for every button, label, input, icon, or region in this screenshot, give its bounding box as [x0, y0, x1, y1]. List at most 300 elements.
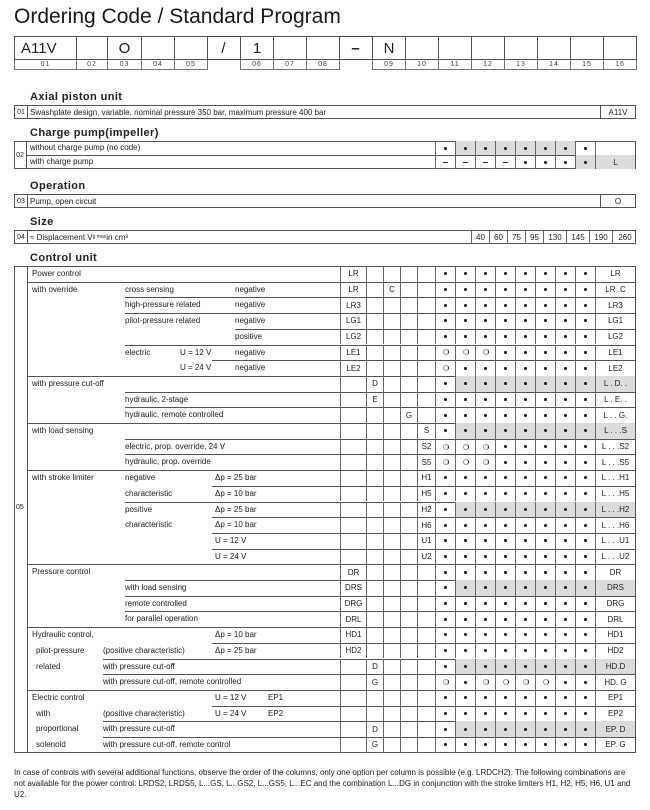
available-dot-icon [444, 382, 447, 385]
available-dot-icon [544, 461, 547, 464]
code-column-cell[interactable]: LE2 [340, 360, 366, 376]
option-code[interactable]: L . . G. [595, 407, 635, 423]
code-column-cell [417, 706, 435, 722]
option-code[interactable]: L . . .U1 [595, 533, 635, 549]
availability-cell [495, 423, 515, 439]
availability-cell [535, 643, 555, 659]
option-code[interactable]: DR [595, 564, 635, 580]
option-code[interactable]: EP. G [595, 737, 635, 753]
code-column-cell[interactable]: LG2 [340, 329, 366, 345]
code-box-04[interactable] [141, 36, 175, 60]
availability-cell [535, 611, 555, 627]
code-position-label: 14 [537, 60, 571, 70]
available-dot-icon [464, 508, 467, 511]
availability-cell [475, 407, 495, 423]
code-column-cell[interactable]: LG1 [340, 313, 366, 329]
code-column-cell[interactable]: DRL [340, 611, 366, 627]
code-position-label: 15 [570, 60, 604, 70]
size-option-130[interactable]: 130 [543, 231, 566, 243]
available-dot-icon [464, 524, 467, 527]
availability-cell [555, 407, 575, 423]
code-column-cell [366, 549, 383, 565]
available-dot-icon [544, 445, 547, 448]
code-column-cell [400, 502, 417, 518]
available-dot-icon [504, 461, 507, 464]
availability-cell [435, 282, 455, 298]
availability-cell [555, 376, 575, 392]
available-dot-icon [444, 508, 447, 511]
code-column-cell[interactable]: C [383, 282, 400, 298]
code-box-12[interactable] [471, 36, 505, 60]
control-variant-label: positive [125, 504, 153, 514]
code-column-cell[interactable]: D [366, 721, 383, 737]
option-code[interactable]: HD.D [595, 659, 635, 675]
availability-cell [475, 737, 495, 753]
available-dot-icon [524, 712, 527, 715]
available-dot-icon [524, 586, 527, 589]
control-type-label: with stroke limiter [32, 473, 94, 483]
availability-cell [475, 659, 495, 675]
size-option-260[interactable]: 260 [612, 231, 637, 243]
control-variant-label: electric, prop. override, 24 V [125, 441, 226, 451]
option-code[interactable]: L . . .H2 [595, 502, 635, 518]
available-dot-icon [544, 304, 547, 307]
on-request-ring-icon [483, 679, 489, 685]
available-dot-icon [464, 414, 467, 417]
code-column-cell[interactable]: G [366, 674, 383, 690]
availability-cell [515, 470, 535, 486]
code-column-cell [417, 313, 435, 329]
code-column-cell[interactable]: DRG [340, 596, 366, 612]
available-dot-icon [544, 571, 547, 574]
availability-cell [455, 533, 475, 549]
availability-cell [535, 329, 555, 345]
option-code[interactable] [595, 141, 635, 155]
availability-cell [475, 470, 495, 486]
available-dot-icon [484, 147, 487, 150]
availability-cell [495, 486, 515, 502]
code-column-cell[interactable]: S [417, 423, 435, 439]
availability-cell [455, 313, 475, 329]
available-dot-icon [524, 728, 527, 731]
option-code[interactable]: EP1 [595, 690, 635, 706]
availability-cell [435, 407, 455, 423]
available-dot-icon [464, 367, 467, 370]
control-variant-label: with load sensing [125, 583, 187, 592]
option-code[interactable]: LE2 [595, 360, 635, 376]
code-box-08[interactable] [306, 36, 340, 60]
option-code[interactable]: HD2 [595, 643, 635, 659]
available-dot-icon [544, 696, 547, 699]
code-column-cell [383, 690, 400, 706]
code-column-cell[interactable]: HD1 [340, 627, 366, 643]
available-dot-icon [544, 161, 547, 164]
code-box-16[interactable] [603, 36, 637, 60]
code-box-10[interactable] [405, 36, 439, 60]
availability-cell [535, 376, 555, 392]
control-variant-label: remote controlled [125, 598, 187, 608]
size-option-95[interactable]: 95 [525, 231, 543, 243]
control-characteristic-label: negative [235, 284, 266, 294]
code-column-cell[interactable]: G [400, 407, 417, 423]
on-request-ring-icon [543, 679, 549, 685]
control-type-label: related [36, 661, 61, 671]
available-dot-icon [484, 398, 487, 401]
control-parameter-label: U = 12 V [180, 347, 212, 357]
option-code[interactable]: HD1 [595, 627, 635, 643]
code-column-cell [383, 423, 400, 439]
available-dot-icon [564, 319, 567, 322]
code-column-cell [400, 580, 417, 596]
availability-cell [455, 470, 475, 486]
available-dot-icon [564, 539, 567, 542]
option-code[interactable]: L . E. . [595, 392, 635, 408]
option-code[interactable]: L . . .S [595, 423, 635, 439]
availability-cell [535, 549, 555, 565]
available-dot-icon [504, 272, 507, 275]
availability-cell [475, 706, 495, 722]
availability-cell [575, 454, 595, 470]
available-dot-icon [584, 304, 587, 307]
code-column-cell [366, 297, 383, 313]
code-box-11[interactable] [438, 36, 472, 60]
code-column-cell[interactable]: U2 [417, 549, 435, 565]
code-column-cell [366, 360, 383, 376]
available-dot-icon [484, 414, 487, 417]
availability-cell [555, 502, 575, 518]
availability-cell [575, 721, 595, 737]
available-dot-icon [464, 571, 467, 574]
code-box-14[interactable] [537, 36, 571, 60]
availability-cell [535, 659, 555, 675]
availability-cell [515, 423, 535, 439]
code-column-cell[interactable]: D [366, 376, 383, 392]
available-dot-icon [524, 335, 527, 338]
availability-cell [435, 580, 455, 596]
displacement-label: ≈ Displacement V [30, 232, 93, 242]
available-dot-icon [504, 492, 507, 495]
code-box-02[interactable] [76, 36, 108, 60]
available-dot-icon [484, 319, 487, 322]
available-dot-icon [504, 665, 507, 668]
code-box-05[interactable] [174, 36, 208, 60]
availability-cell [475, 564, 495, 580]
option-code[interactable]: DRS [595, 580, 635, 596]
availability-cell [455, 439, 475, 455]
availability-cell [475, 439, 495, 455]
availability-cell [555, 533, 575, 549]
code-column-cell [417, 345, 435, 361]
code-box-09[interactable]: N [372, 36, 406, 60]
size-option-60[interactable]: 60 [489, 231, 507, 243]
available-dot-icon [504, 633, 507, 636]
control-parameter-label: U = 24 V [215, 551, 247, 561]
availability-cell [515, 407, 535, 423]
code-column-cell[interactable]: DR [340, 564, 366, 580]
availability-cell [435, 141, 455, 155]
code-column-cell[interactable]: HD2 [340, 643, 366, 659]
availability-cell [455, 486, 475, 502]
available-dot-icon [464, 476, 467, 479]
control-variant-label: pilot-pressure related [125, 316, 201, 326]
availability-cell [535, 486, 555, 502]
availability-cell [535, 392, 555, 408]
control-characteristic-label: EP1 [268, 692, 284, 702]
code-column-cell[interactable]: G [366, 737, 383, 753]
control-variant-label: with pressure cut-off, remote control [103, 740, 231, 749]
code-column-cell [383, 360, 400, 376]
code-column-cell [366, 329, 383, 345]
option-code[interactable]: LG2 [595, 329, 635, 345]
availability-cell [575, 470, 595, 486]
available-dot-icon [544, 335, 547, 338]
code-column-cell [340, 706, 366, 722]
option-code[interactable]: EP. D [595, 721, 635, 737]
availability-cell [475, 266, 495, 282]
available-dot-icon [484, 476, 487, 479]
available-dot-icon [584, 649, 587, 652]
availability-cell [435, 596, 455, 612]
available-dot-icon [564, 586, 567, 589]
availability-cell [515, 155, 535, 169]
available-dot-icon [584, 492, 587, 495]
code-column-cell [383, 407, 400, 423]
availability-cell [575, 345, 595, 361]
availability-cell [555, 517, 575, 533]
code-box-01[interactable]: A11V [14, 36, 77, 60]
code-column-cell [340, 533, 366, 549]
available-dot-icon [524, 649, 527, 652]
availability-cell [575, 155, 595, 169]
available-dot-icon [444, 696, 447, 699]
code-column-cell[interactable]: U1 [417, 533, 435, 549]
availability-cell [455, 282, 475, 298]
control-variant-label: negative [125, 473, 156, 483]
availability-cell [555, 454, 575, 470]
code-column-cell [366, 580, 383, 596]
code-box-13[interactable] [504, 36, 538, 60]
control-variant-label: with pressure cut-off, remote controlled [103, 677, 242, 687]
code-column-cell[interactable]: LE1 [340, 345, 366, 361]
available-dot-icon [504, 524, 507, 527]
availability-cell [455, 643, 475, 659]
code-column-cell [400, 360, 417, 376]
footnote: In case of controls with several additional functions, observe the order of the columns, only one option per column is possible (e.g. LRDCH2). The following combinations are not available for the power control: LRDS2, LRDS5, L...GS, L...GS2, L...GS5, L...EC and the combination L...DG in conjunction with the stroke limiters H1, H2, H5, H6, U1 and U2. [14, 768, 631, 799]
size-option-75[interactable]: 75 [507, 231, 525, 243]
availability-cell [575, 517, 595, 533]
code-column-cell [417, 596, 435, 612]
on-request-ring-icon [443, 444, 449, 450]
not-available-dash-icon [443, 162, 448, 163]
availability-cell [495, 439, 515, 455]
available-dot-icon [504, 618, 507, 621]
code-position-label: 03 [107, 60, 142, 70]
code-column-cell [400, 329, 417, 345]
code-column-cell[interactable]: S2 [417, 439, 435, 455]
available-dot-icon [464, 319, 467, 322]
available-dot-icon [584, 539, 587, 542]
code-column-cell[interactable]: E [366, 392, 383, 408]
available-dot-icon [564, 304, 567, 307]
availability-cell [555, 345, 575, 361]
code-column-cell [417, 627, 435, 643]
option-code[interactable]: L . . .S2 [595, 439, 635, 455]
section-title-axial: Axial piston unit [30, 91, 123, 103]
available-dot-icon [584, 445, 587, 448]
code-box-03[interactable]: O [107, 36, 142, 60]
code-column-cell [366, 266, 383, 282]
option-code[interactable]: L . D. . [595, 376, 635, 392]
option-code[interactable]: L . . .H5 [595, 486, 635, 502]
availability-cell [535, 533, 555, 549]
availability-cell [535, 517, 555, 533]
availability-cell [575, 643, 595, 659]
size-option-190[interactable]: 190 [589, 231, 612, 243]
code-column-cell [383, 721, 400, 737]
available-dot-icon [584, 633, 587, 636]
code-box-15[interactable] [570, 36, 604, 60]
option-code[interactable]: L . . .U2 [595, 549, 635, 565]
option-code[interactable]: L . . .S5 [595, 454, 635, 470]
code-column-cell [400, 266, 417, 282]
axial-row [14, 105, 636, 119]
available-dot-icon [464, 649, 467, 652]
code-position-label: 02 [76, 60, 108, 70]
option-code[interactable]: LE1 [595, 345, 635, 361]
available-dot-icon [584, 288, 587, 291]
row-description [30, 231, 128, 243]
code-column-cell [417, 643, 435, 659]
code-column-cell[interactable]: S5 [417, 454, 435, 470]
availability-cell [475, 486, 495, 502]
code-column-cell[interactable]: H5 [417, 486, 435, 502]
availability-cell [455, 517, 475, 533]
code-column-cell [400, 345, 417, 361]
code-column-cell [400, 517, 417, 533]
option-code[interactable]: DRL [595, 611, 635, 627]
code-column-cell[interactable]: DRS [340, 580, 366, 596]
available-dot-icon [484, 618, 487, 621]
size-option-145[interactable]: 145 [566, 231, 589, 243]
available-dot-icon [504, 508, 507, 511]
available-dot-icon [584, 555, 587, 558]
available-dot-icon [544, 476, 547, 479]
control-type-label: Pressure control [32, 567, 91, 577]
availability-cell [495, 392, 515, 408]
code-column-cell[interactable]: LR [340, 266, 366, 282]
control-variant-label: for parallel operation [125, 614, 198, 624]
availability-cell [475, 721, 495, 737]
available-dot-icon [564, 696, 567, 699]
availability-cell [535, 721, 555, 737]
code-column-cell[interactable]: D [366, 659, 383, 675]
available-dot-icon [484, 649, 487, 652]
available-dot-icon [564, 681, 567, 684]
availability-cell [455, 329, 475, 345]
available-dot-icon [584, 696, 587, 699]
code-column-cell [400, 564, 417, 580]
availability-cell [435, 721, 455, 737]
control-type-label: with override [32, 284, 78, 294]
availability-cell [535, 297, 555, 313]
code-column-cell [366, 517, 383, 533]
section-title-operation: Operation [30, 180, 86, 192]
option-code[interactable]: L [595, 155, 635, 169]
available-dot-icon [564, 665, 567, 668]
code-column-cell[interactable]: H1 [417, 470, 435, 486]
availability-cell [455, 564, 475, 580]
option-code[interactable]: DRG [595, 596, 635, 612]
available-dot-icon [524, 147, 527, 150]
available-dot-icon [504, 367, 507, 370]
availability-cell [475, 454, 495, 470]
code-column-cell [400, 611, 417, 627]
available-dot-icon [504, 414, 507, 417]
available-dot-icon [544, 351, 547, 354]
option-code[interactable]: LG1 [595, 313, 635, 329]
code-column-cell [340, 549, 366, 565]
availability-cell [475, 611, 495, 627]
code-column-cell [340, 690, 366, 706]
option-code[interactable]: LR3 [595, 297, 635, 313]
available-dot-icon [544, 288, 547, 291]
code-column-cell[interactable]: LR [340, 282, 366, 298]
option-code[interactable]: LR .C [595, 282, 635, 298]
option-code[interactable]: HD. G [595, 674, 635, 690]
option-code[interactable]: LR [595, 266, 635, 282]
code-position-label: 06 [240, 60, 274, 70]
availability-cell [575, 611, 595, 627]
available-dot-icon [584, 351, 587, 354]
code-column-cell [383, 345, 400, 361]
option-code[interactable]: L . . .H1 [595, 470, 635, 486]
available-dot-icon [524, 319, 527, 322]
control-parameter-label: U = 12 V [215, 535, 247, 545]
available-dot-icon [464, 272, 467, 275]
code-box-07[interactable] [273, 36, 307, 60]
size-option-40[interactable]: 40 [471, 231, 489, 243]
code-column-cell [383, 627, 400, 643]
on-request-ring-icon [463, 349, 469, 355]
code-column-cell [417, 564, 435, 580]
available-dot-icon [544, 539, 547, 542]
availability-cell [455, 155, 475, 169]
control-variant-label: (positive characteristic) [103, 645, 185, 655]
available-dot-icon [484, 288, 487, 291]
code-column-cell[interactable]: LR3 [340, 297, 366, 313]
code-column-cell[interactable]: H6 [417, 517, 435, 533]
code-column-cell [417, 266, 435, 282]
availability-cell [515, 141, 535, 155]
code-column-cell [400, 596, 417, 612]
availability-cell [495, 517, 515, 533]
available-dot-icon [504, 351, 507, 354]
option-code[interactable]: EP2 [595, 706, 635, 722]
available-dot-icon [504, 335, 507, 338]
available-dot-icon [464, 618, 467, 621]
code-column-cell [366, 706, 383, 722]
code-position-label: 08 [306, 60, 340, 70]
code-column-cell [366, 470, 383, 486]
availability-cell [495, 407, 515, 423]
option-code[interactable]: L . . .H6 [595, 517, 635, 533]
available-dot-icon [564, 649, 567, 652]
availability-cell [575, 737, 595, 753]
code-box-06[interactable]: 1 [240, 36, 274, 60]
availability-cell [515, 549, 535, 565]
code-column-cell[interactable]: H2 [417, 502, 435, 518]
availability-cell [475, 533, 495, 549]
